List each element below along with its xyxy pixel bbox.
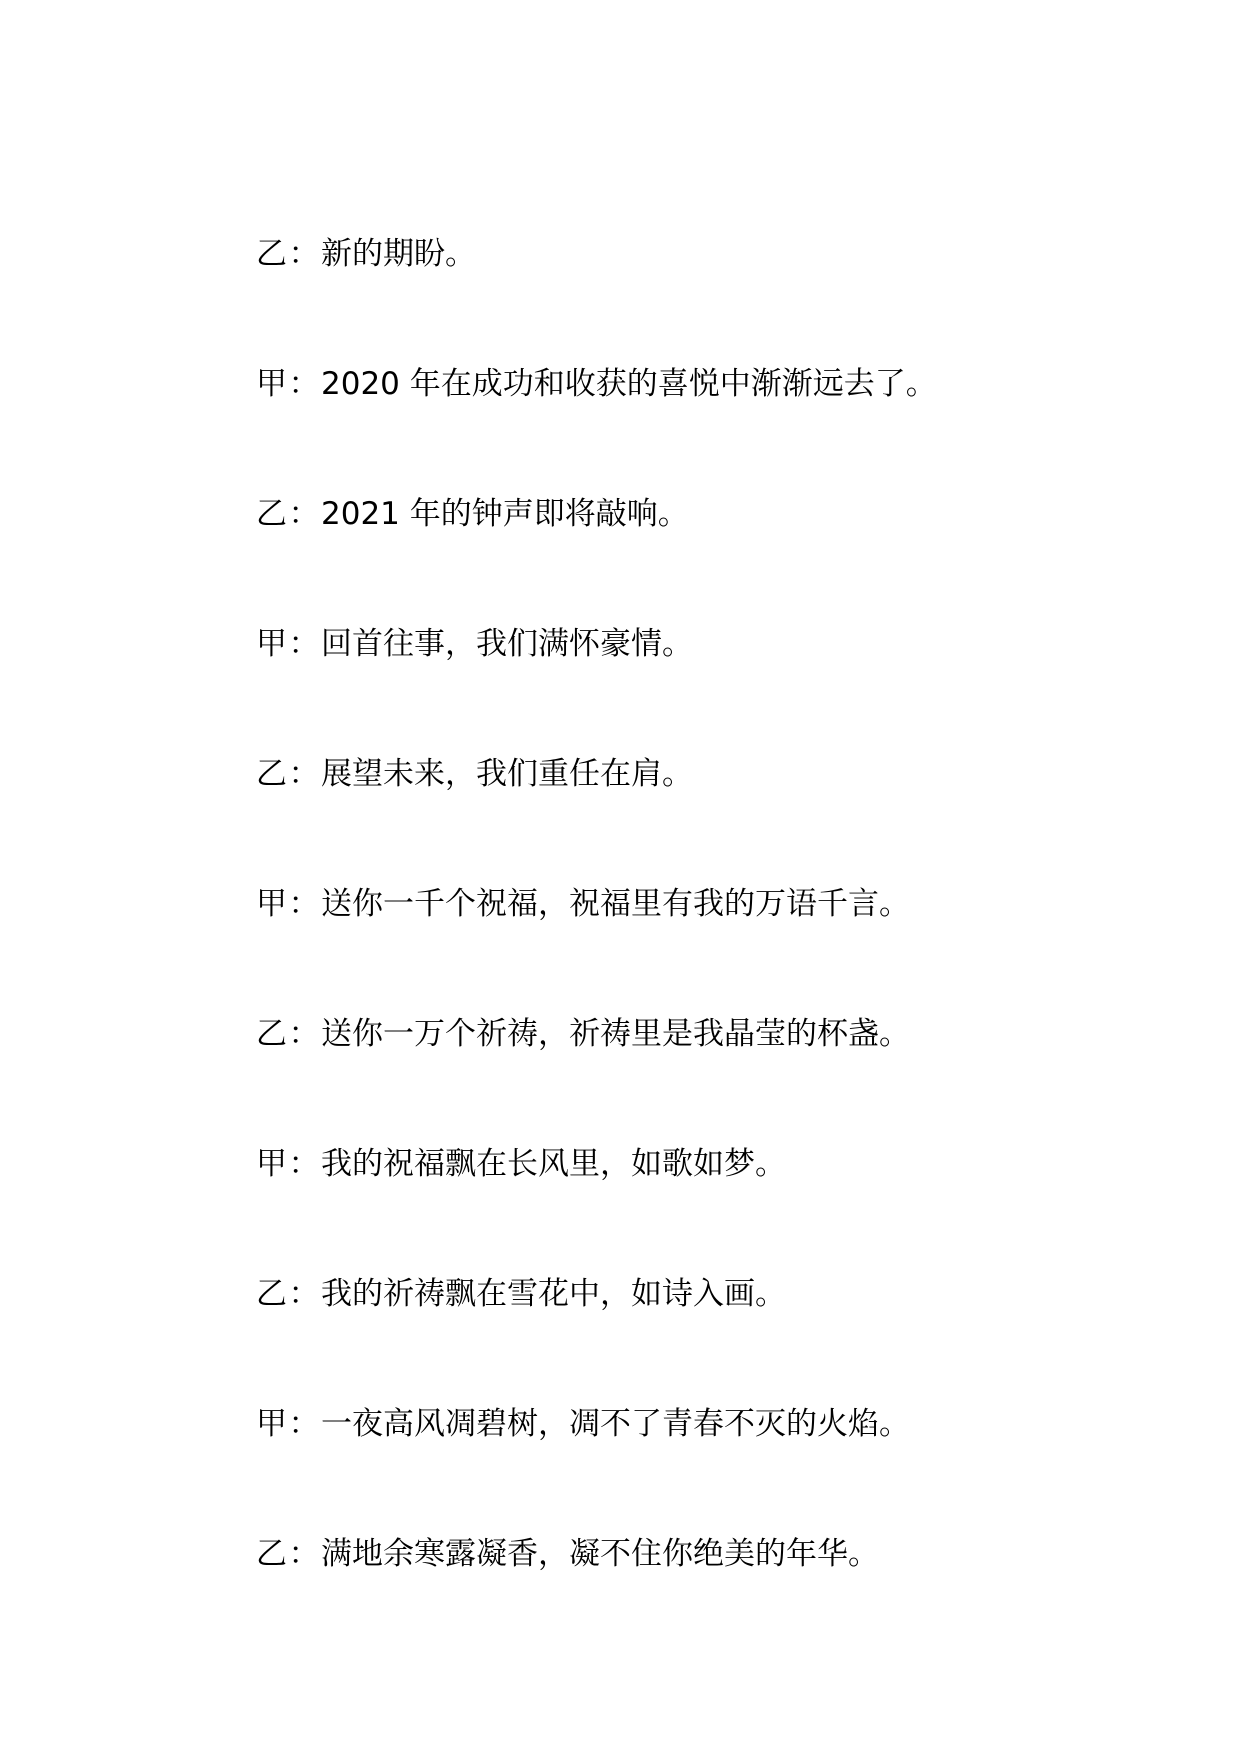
dialogue-line xyxy=(256,1012,1156,1142)
separator: ： xyxy=(288,496,320,532)
dialogue-line xyxy=(256,362,1156,492)
separator: ： xyxy=(288,1016,320,1052)
dialogue-line xyxy=(256,882,1156,1012)
speaker-label: 乙 xyxy=(256,1016,287,1052)
dialogue-text: 一夜高风凋碧树，凋不了青春不灭的火焰。 xyxy=(321,1406,910,1442)
dialogue-text: 我的祈祷飘在雪花中，如诗入画。 xyxy=(321,1276,786,1312)
dialogue-line xyxy=(256,1532,1156,1662)
dialogue-text: 展望未来，我们重任在肩。 xyxy=(321,756,693,792)
speaker-label: 乙 xyxy=(256,1276,287,1312)
dialogue-line xyxy=(256,492,1156,622)
separator: ： xyxy=(288,1406,320,1442)
dialogue-text: 2021 年的钟声即将敲响。 xyxy=(321,496,689,532)
separator: ： xyxy=(288,366,320,402)
dialogue-line xyxy=(256,752,1156,882)
dialogue-text: 满地余寒露凝香，凝不住你绝美的年华。 xyxy=(321,1536,879,1572)
speaker-label: 乙 xyxy=(256,1536,287,1572)
separator: ： xyxy=(288,626,320,662)
dialogue-text: 新的期盼。 xyxy=(321,236,476,272)
separator: ： xyxy=(288,1146,320,1182)
dialogue-text: 2020 年在成功和收获的喜悦中渐渐远去了。 xyxy=(321,366,937,402)
dialogue-line xyxy=(256,232,1156,362)
speaker-label: 甲 xyxy=(256,366,287,402)
dialogue-text: 我的祝福飘在长风里，如歌如梦。 xyxy=(321,1146,786,1182)
speaker-label: 乙 xyxy=(256,236,287,272)
speaker-label: 乙 xyxy=(256,496,287,532)
speaker-label: 甲 xyxy=(256,1406,287,1442)
separator: ： xyxy=(288,1536,320,1572)
dialogue-line xyxy=(256,1402,1156,1532)
dialogue-text: 回首往事，我们满怀豪情。 xyxy=(321,626,693,662)
separator: ： xyxy=(288,1276,320,1312)
separator: ： xyxy=(288,886,320,922)
dialogue-text: 送你一万个祈祷，祈祷里是我晶莹的杯盏。 xyxy=(321,1016,910,1052)
dialogue-text: 送你一千个祝福，祝福里有我的万语千言。 xyxy=(321,886,910,922)
dialogue-line xyxy=(256,622,1156,752)
speaker-label: 甲 xyxy=(256,1146,287,1182)
speaker-label: 乙 xyxy=(256,756,287,792)
dialogue-line xyxy=(256,1142,1156,1272)
dialogue-line xyxy=(256,1272,1156,1402)
separator: ： xyxy=(288,756,320,792)
dialogue-list xyxy=(256,232,1156,1662)
separator: ： xyxy=(288,236,320,272)
speaker-label: 甲 xyxy=(256,626,287,662)
speaker-label: 甲 xyxy=(256,886,287,922)
